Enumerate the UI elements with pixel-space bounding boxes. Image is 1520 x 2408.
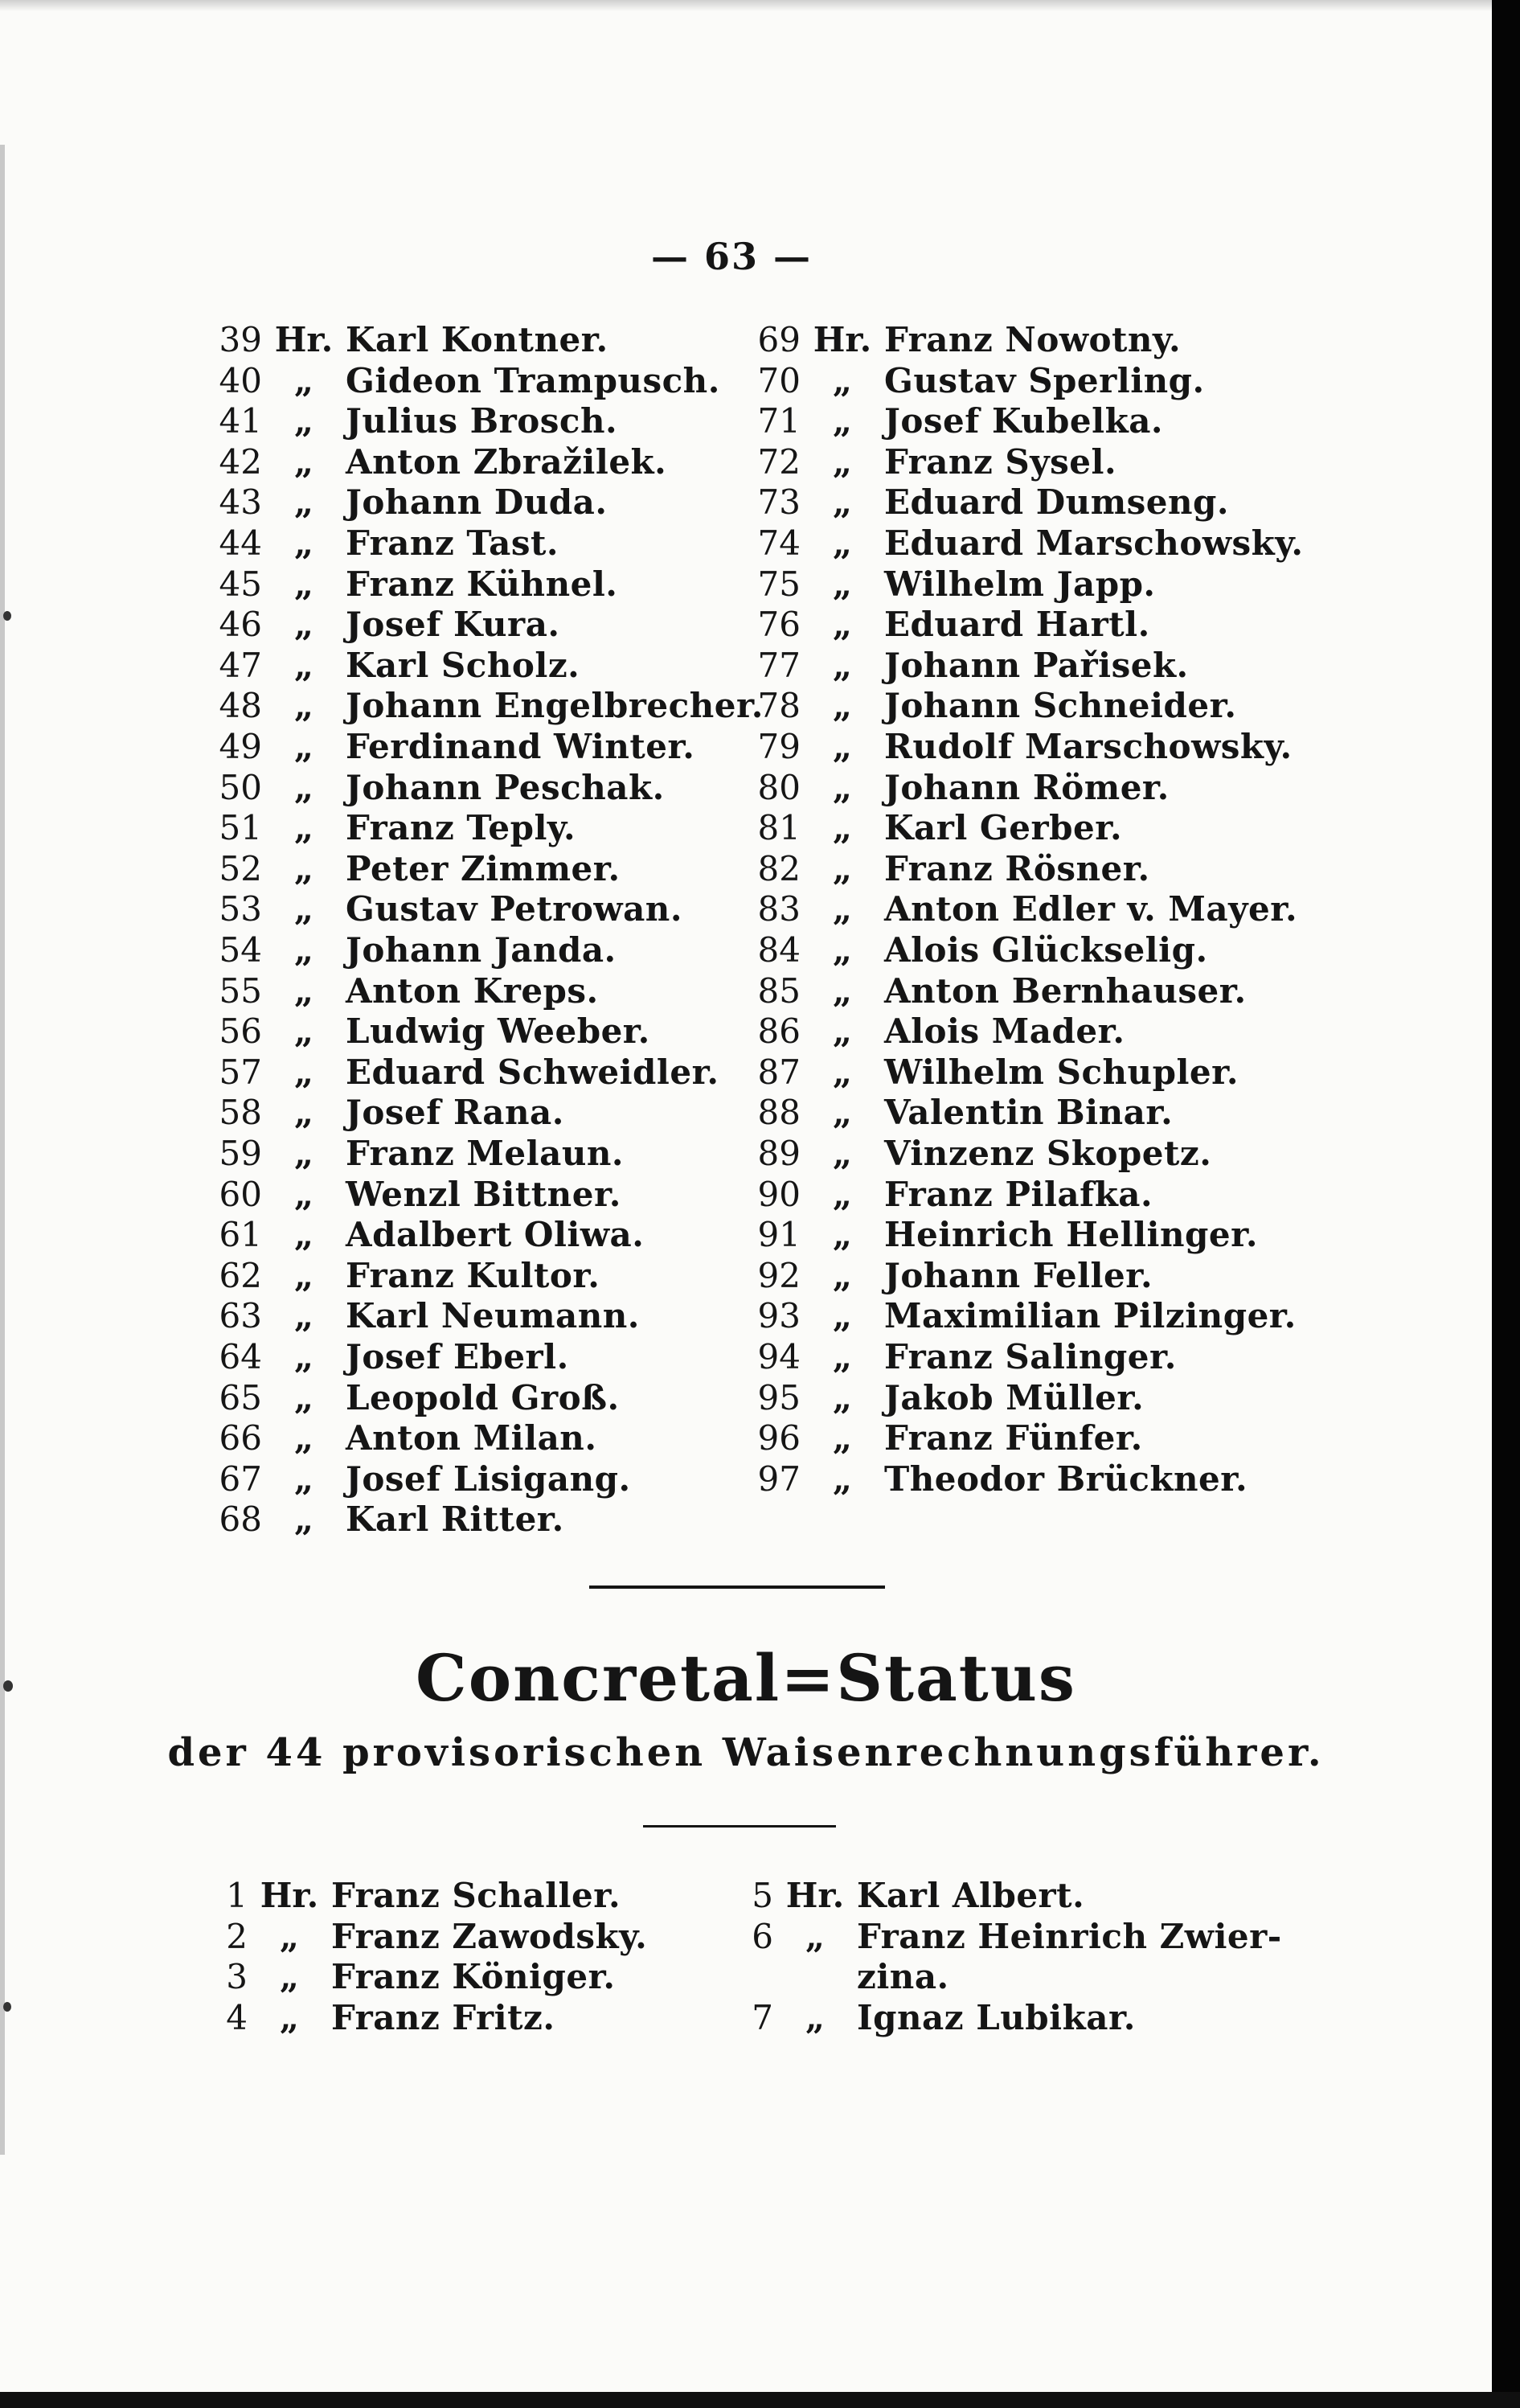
person-name: Josef Kubelka. [884, 401, 1164, 441]
person-name: Johann Duda. [346, 482, 608, 523]
person-name: Franz Salinger. [884, 1337, 1177, 1376]
entry-number: 61 [219, 1215, 262, 1255]
entry-number: 45 [219, 564, 262, 604]
list-entry [741, 442, 1304, 482]
entry-number: 56 [219, 1011, 262, 1052]
ditto-mark: „ [293, 1255, 314, 1295]
list-entry [741, 1296, 1304, 1336]
entry-number: 53 [219, 889, 262, 929]
ditto-mark: „ [832, 1458, 853, 1499]
list-entry [203, 1052, 733, 1093]
person-name: Franz Tast. [346, 523, 559, 563]
person-name: Johann Peschak. [346, 767, 665, 807]
entry-number: 43 [219, 482, 262, 523]
person-name: Franz Fünfer. [884, 1418, 1143, 1458]
person-name: Peter Zimmer. [346, 848, 621, 888]
ditto-mark: „ [293, 564, 314, 604]
entry-number: 91 [757, 1215, 801, 1255]
person-name: Franz Kühnel. [346, 564, 618, 604]
ditto-mark: „ [805, 1997, 826, 2037]
list-entry [203, 686, 764, 726]
entry-number: 55 [219, 970, 262, 1011]
list-entry [741, 401, 1304, 441]
ditto-mark: „ [293, 1296, 314, 1336]
person-name: Adalbert Oliwa. [346, 1215, 645, 1255]
ditto-mark: „ [832, 564, 853, 604]
honorific: Hr. [274, 320, 334, 359]
entry-number: 72 [757, 441, 801, 482]
person-name: Anton Edler v. Mayer. [884, 889, 1298, 929]
person-name: Anton Zbražilek. [346, 441, 667, 482]
person-name: Franz Fritz. [331, 1997, 555, 2037]
scan-speck [3, 611, 11, 621]
person-name: Franz Sysel. [884, 441, 1117, 482]
ditto-mark: „ [832, 1174, 853, 1214]
scan-bottom-border [0, 2392, 1520, 2408]
entry-number: 83 [757, 889, 801, 929]
list-entry [741, 1011, 1304, 1052]
person-name: Franz Rösner. [884, 848, 1150, 888]
entry-number: 66 [219, 1418, 262, 1458]
entry-number: 68 [219, 1499, 262, 1540]
ditto-mark: „ [832, 686, 853, 726]
entry-number: 39 [219, 320, 262, 359]
ditto-mark: „ [832, 1134, 853, 1173]
ditto-mark: „ [832, 1093, 853, 1133]
person-name: Ignaz Lubikar. [857, 1997, 1136, 2037]
list-entry [741, 1378, 1304, 1418]
ditto-mark: „ [293, 808, 314, 848]
entry-number: 1 [226, 1876, 248, 1915]
ditto-mark: „ [293, 1011, 314, 1052]
ditto-mark: „ [832, 441, 853, 482]
list-entry [203, 482, 733, 523]
section-title: Concretal=Status [416, 1640, 1076, 1716]
list-entry [203, 320, 733, 360]
entry-number: 65 [219, 1377, 262, 1417]
list-entry [188, 1916, 719, 1958]
ditto-mark: „ [279, 1916, 300, 1956]
entry-number: 62 [219, 1255, 262, 1295]
ditto-mark: „ [293, 1134, 314, 1173]
entry-number: 92 [757, 1255, 801, 1295]
ditto-mark: „ [293, 482, 314, 523]
person-name: Josef Kura. [346, 605, 560, 645]
list-entry [741, 971, 1304, 1011]
entry-number: 59 [219, 1134, 262, 1173]
person-name: Vinzenz Skopetz. [884, 1134, 1212, 1173]
list-entry [714, 1875, 1325, 1917]
person-name: Franz Teply. [346, 808, 576, 848]
list-entry [741, 1337, 1304, 1377]
entry-number: 40 [219, 360, 262, 400]
person-name: Gideon Trampusch. [346, 360, 720, 400]
list-entry [188, 1997, 719, 2039]
person-name: Karl Scholz. [346, 645, 580, 685]
entry-number: 85 [757, 970, 801, 1011]
ditto-mark: „ [293, 970, 314, 1011]
entry-number: 95 [757, 1377, 801, 1417]
list-entry [203, 971, 733, 1011]
list-entry [203, 361, 733, 401]
ditto-mark: „ [832, 1377, 853, 1417]
person-name: Wilhelm Japp. [884, 564, 1156, 604]
list-entry [741, 523, 1304, 564]
person-name: Ferdinand Winter. [346, 727, 695, 766]
entry-number: 49 [219, 727, 262, 766]
entry-number: 73 [757, 482, 801, 523]
person-name: Karl Neumann. [346, 1296, 640, 1336]
ditto-mark: „ [832, 1337, 853, 1376]
entry-number: 57 [219, 1052, 262, 1092]
entry-number: 97 [757, 1458, 801, 1499]
entry-number: 90 [757, 1174, 801, 1214]
entry-number: 46 [219, 605, 262, 645]
ditto-mark: „ [293, 686, 314, 726]
person-name: Karl Kontner. [346, 320, 608, 359]
ditto-mark: „ [832, 1296, 853, 1336]
entry-number: 48 [219, 686, 262, 726]
honorific: Hr. [813, 320, 872, 359]
person-name: Eduard Dumseng. [884, 482, 1230, 523]
person-name: Alois Glückselig. [884, 930, 1208, 970]
list-entry [203, 401, 733, 441]
list-entry [741, 686, 1304, 726]
ditto-mark: „ [832, 645, 853, 685]
scan-left-edge [0, 145, 5, 2155]
person-name: Wenzl Bittner. [346, 1174, 621, 1214]
entry-number: 82 [757, 848, 801, 888]
person-name: Franz Nowotny. [884, 320, 1182, 359]
entry-number: 58 [219, 1093, 262, 1133]
person-name: Anton Bernhauser. [884, 970, 1247, 1011]
person-name: Franz Heinrich Zwier- [857, 1916, 1282, 1956]
list-entry [741, 1134, 1304, 1174]
list-entry [203, 605, 733, 645]
person-name: Maximilian Pilzinger. [884, 1296, 1297, 1336]
person-name: Karl Ritter. [346, 1499, 564, 1540]
entry-number: 80 [757, 767, 801, 807]
list-entry [203, 1134, 733, 1174]
list-entry [203, 930, 733, 970]
ditto-mark: „ [832, 889, 853, 929]
list-entry [741, 605, 1304, 645]
ditto-mark: „ [832, 1255, 853, 1295]
person-name: Johann Römer. [884, 767, 1170, 807]
list-entry [741, 849, 1304, 889]
entry-number: 84 [757, 930, 801, 970]
ditto-mark: „ [293, 1499, 314, 1540]
list-entry [203, 523, 733, 564]
divider-rule [589, 1586, 885, 1589]
entry-number: 69 [757, 320, 801, 359]
list-entry [741, 361, 1304, 401]
list-entry [741, 930, 1304, 970]
person-name: Karl Albert. [857, 1876, 1085, 1915]
entry-number: 4 [226, 1997, 248, 2037]
person-name: Johann Feller. [884, 1255, 1153, 1295]
entry-number: 2 [226, 1916, 248, 1956]
ditto-mark: „ [293, 727, 314, 766]
list-entry [203, 1337, 733, 1377]
list-entry [203, 1215, 733, 1255]
list-entry [741, 1215, 1304, 1255]
entry-number: 89 [757, 1134, 801, 1173]
list-entry [203, 1093, 733, 1133]
person-name: Leopold Groß. [346, 1377, 620, 1417]
entry-number: 63 [219, 1296, 262, 1336]
person-name: Karl Gerber. [884, 808, 1123, 848]
list-entry [741, 1175, 1304, 1215]
ditto-mark: „ [805, 1916, 826, 1956]
ditto-mark: „ [832, 401, 853, 441]
ditto-mark: „ [293, 889, 314, 929]
person-name: Franz Kultor. [346, 1255, 600, 1295]
list-entry [203, 1175, 733, 1215]
list-entry [203, 849, 733, 889]
person-name: Rudolf Marschowsky. [884, 727, 1293, 766]
list-entry [741, 320, 1304, 360]
list-entry [203, 808, 733, 848]
person-name: Johann Engelbrecher. [346, 686, 764, 726]
person-name: Eduard Hartl. [884, 605, 1150, 645]
entry-number: 77 [757, 645, 801, 685]
entry-number: 60 [219, 1174, 262, 1214]
entry-number: 50 [219, 767, 262, 807]
person-name: Josef Eberl. [346, 1337, 569, 1376]
entry-number: 47 [219, 645, 262, 685]
list-entry [203, 889, 733, 929]
entry-number: 5 [752, 1876, 773, 1915]
person-name: Franz Zawodsky. [331, 1916, 648, 1956]
entry-number: 52 [219, 848, 262, 888]
list-entry [203, 1011, 733, 1052]
person-name: Anton Milan. [346, 1418, 597, 1458]
list-entry [203, 564, 733, 605]
ditto-mark: „ [279, 1957, 300, 1997]
person-name: Heinrich Hellinger. [884, 1215, 1258, 1255]
divider-rule-small [643, 1825, 836, 1828]
entry-number: 67 [219, 1458, 262, 1499]
ditto-mark: „ [293, 1458, 314, 1499]
person-name: Anton Kreps. [346, 970, 599, 1011]
ditto-mark: „ [832, 727, 853, 766]
ditto-mark: „ [293, 767, 314, 807]
ditto-mark: „ [832, 970, 853, 1011]
entry-number: 75 [757, 564, 801, 604]
entry-number: 88 [757, 1093, 801, 1133]
ditto-mark: „ [279, 1997, 300, 2037]
entry-number: 96 [757, 1418, 801, 1458]
ditto-mark: „ [293, 360, 314, 400]
ditto-mark: „ [293, 1418, 314, 1458]
entry-number: 7 [752, 1997, 773, 2037]
ditto-mark: „ [293, 441, 314, 482]
entry-number: 78 [757, 686, 801, 726]
list-entry [741, 1256, 1304, 1296]
list-entry [203, 646, 733, 686]
person-name: Gustav Sperling. [884, 360, 1205, 400]
ditto-mark: „ [832, 1215, 853, 1255]
honorific: Hr. [260, 1876, 319, 1915]
list-entry [741, 646, 1304, 686]
list-entry [741, 889, 1304, 929]
list-entry [203, 1378, 733, 1418]
entry-number: 44 [219, 523, 262, 563]
person-name: Julius Brosch. [346, 401, 618, 441]
person-name: Theodor Brückner. [884, 1458, 1248, 1499]
person-name: Franz Melaun. [346, 1134, 625, 1173]
entry-number: 71 [757, 401, 801, 441]
entry-number: 42 [219, 441, 262, 482]
list-entry [741, 1418, 1304, 1458]
entry-number: 64 [219, 1337, 262, 1376]
list-entry [741, 564, 1304, 605]
ditto-mark: „ [293, 605, 314, 645]
ditto-mark: „ [293, 1377, 314, 1417]
list-entry-continuation [714, 1956, 1325, 1998]
list-entry [203, 1296, 733, 1336]
entry-number: 54 [219, 930, 262, 970]
person-name: Johann Janda. [346, 930, 617, 970]
ditto-mark: „ [293, 1052, 314, 1092]
ditto-mark: „ [293, 523, 314, 563]
list-entry [188, 1956, 719, 1998]
ditto-mark: „ [832, 523, 853, 563]
ditto-mark: „ [293, 1093, 314, 1133]
list-entry [741, 1052, 1304, 1093]
entry-number: 93 [757, 1296, 801, 1336]
person-name: Josef Lisigang. [346, 1458, 631, 1499]
list-entry [203, 1499, 733, 1540]
ditto-mark: „ [832, 605, 853, 645]
ditto-mark: „ [832, 767, 853, 807]
ditto-mark: „ [293, 1215, 314, 1255]
entry-number: 3 [226, 1957, 248, 1997]
entry-number: 74 [757, 523, 801, 563]
person-name: Valentin Binar. [884, 1093, 1174, 1133]
ditto-mark: „ [293, 848, 314, 888]
list-entry [714, 1997, 1325, 2039]
list-entry [203, 442, 733, 482]
ditto-mark: „ [293, 930, 314, 970]
entry-number: 86 [757, 1011, 801, 1052]
person-name: Eduard Marschowsky. [884, 523, 1304, 563]
list-entry [188, 1875, 719, 1917]
entry-number: 51 [219, 808, 262, 848]
person-name-continuation: zina. [857, 1957, 949, 1997]
ditto-mark: „ [293, 1337, 314, 1376]
list-entry [203, 1459, 733, 1499]
person-name: Eduard Schweidler. [346, 1052, 719, 1092]
person-name: Franz Pilafka. [884, 1174, 1153, 1214]
entry-number: 41 [219, 401, 262, 441]
person-name: Franz Königer. [331, 1957, 616, 1997]
list-entry [741, 727, 1304, 767]
list-entry [203, 1418, 733, 1458]
scan-speck [3, 2002, 11, 2012]
entry-number: 79 [757, 727, 801, 766]
person-name: Josef Rana. [346, 1093, 564, 1133]
ditto-mark: „ [832, 1418, 853, 1458]
person-name: Alois Mader. [884, 1011, 1125, 1052]
list-entry [741, 1093, 1304, 1133]
entry-number: 87 [757, 1052, 801, 1092]
list-entry [203, 727, 733, 767]
person-name: Jakob Müller. [884, 1377, 1145, 1417]
ditto-mark: „ [293, 1174, 314, 1214]
page-number: — 63 — [650, 235, 813, 278]
ditto-mark: „ [293, 401, 314, 441]
ditto-mark: „ [293, 645, 314, 685]
ditto-mark: „ [832, 848, 853, 888]
section-subtitle: der 44 provisorischen Waisenrechnungsführer. [167, 1730, 1325, 1775]
person-name: Johann Schneider. [884, 686, 1237, 726]
person-name: Ludwig Weeber. [346, 1011, 650, 1052]
entry-number: 76 [757, 605, 801, 645]
person-name: Johann Pařisek. [884, 645, 1189, 685]
entry-number: 6 [752, 1916, 773, 1956]
list-entry [714, 1916, 1325, 1958]
scan-right-border [1492, 0, 1520, 2408]
list-entry [741, 768, 1304, 808]
list-entry [741, 808, 1304, 848]
ditto-mark: „ [832, 360, 853, 400]
ditto-mark: „ [832, 482, 853, 523]
person-name: Franz Schaller. [331, 1876, 621, 1915]
entry-number: 81 [757, 808, 801, 848]
entry-number: 70 [757, 360, 801, 400]
ditto-mark: „ [832, 1011, 853, 1052]
list-entry [203, 768, 733, 808]
list-entry [741, 482, 1304, 523]
scan-top-edge [0, 0, 1492, 11]
entry-number: 94 [757, 1337, 801, 1376]
person-name: Wilhelm Schupler. [884, 1052, 1239, 1092]
honorific: Hr. [785, 1876, 845, 1915]
ditto-mark: „ [832, 930, 853, 970]
ditto-mark: „ [832, 808, 853, 848]
ditto-mark: „ [832, 1052, 853, 1092]
list-entry [203, 1256, 733, 1296]
list-entry [741, 1459, 1304, 1499]
person-name: Gustav Petrowan. [346, 889, 682, 929]
